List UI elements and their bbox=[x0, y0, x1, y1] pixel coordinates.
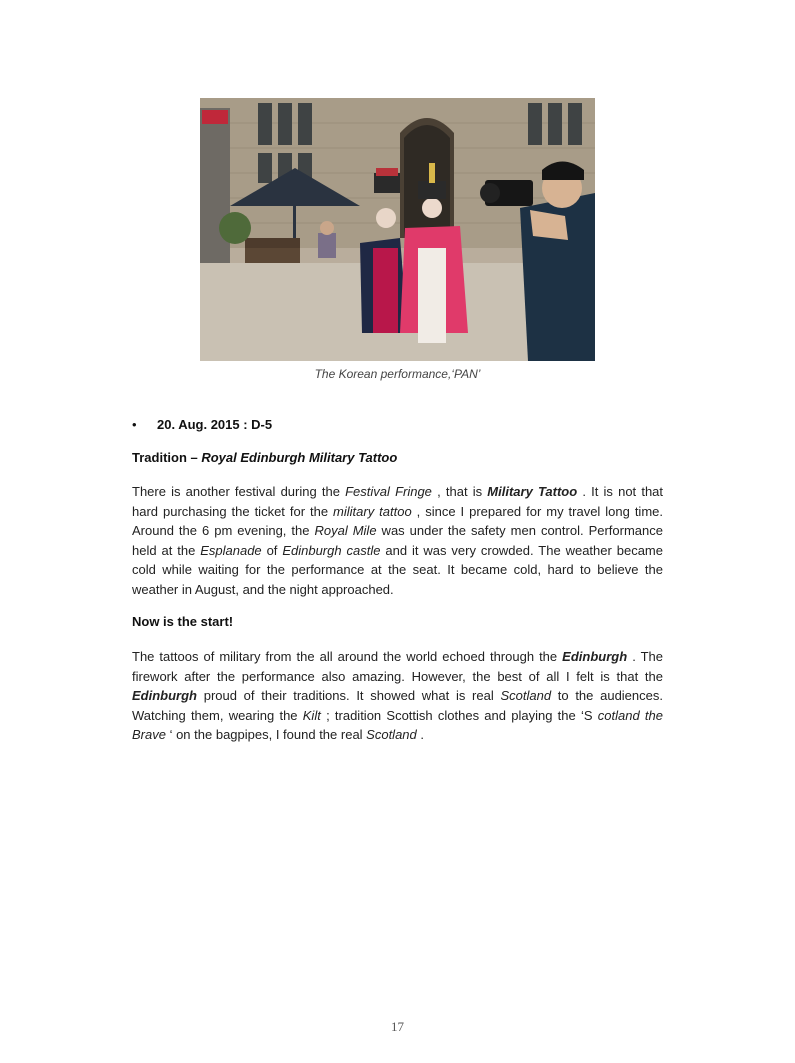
emphasis-esplanade: Esplanade bbox=[200, 542, 262, 558]
text-run: to the audiences. Watching them, wearing the bbox=[132, 688, 663, 723]
text-run: and it was very crowded. The weather became cold while waiting for the performance at the seat. It became cold, hard to believe the weather in August, and the night approached. bbox=[132, 542, 663, 597]
text-run: ; tradition Scottish clothes and playing the ‘S bbox=[320, 707, 598, 723]
page-number: 17 bbox=[391, 1019, 404, 1034]
emphasis-military-tattoo-lower: military tattoo bbox=[333, 503, 412, 519]
text-run: . It is not that hard purchasing the ticket for the bbox=[132, 484, 664, 519]
emphasis-kilt: Kilt bbox=[302, 707, 321, 723]
emphasis-military-tattoo: Military Tattoo bbox=[487, 484, 578, 499]
emphasis-scotland-the-brave: cotland the Brave bbox=[132, 707, 663, 742]
text-run: ‘ on the bagpipes, I found the real bbox=[165, 727, 367, 742]
emphasis-royal-mile: Royal Mile bbox=[314, 523, 377, 538]
section-heading-start: Now is the start! bbox=[132, 614, 234, 629]
date-heading: 20. Aug. 2015 : D-5 bbox=[157, 417, 273, 432]
text-run: , since I prepared for my travel long time. Around the 6 pm evening, the bbox=[132, 503, 663, 538]
text-run: . The firework after the performance also amazing. However, the best of all I felt is that the bbox=[132, 649, 663, 684]
text-run: The tattoos of military from the all around the world echoed through the bbox=[132, 649, 563, 664]
photo-caption: The Korean performance,‘PAN’ bbox=[314, 367, 481, 381]
text-run: proud of their traditions. It showed what is real bbox=[197, 688, 501, 703]
text-run: , that is bbox=[431, 484, 488, 499]
text-run: There is another festival during the bbox=[132, 484, 346, 499]
emphasis-scotland: Scotland bbox=[366, 727, 417, 742]
emphasis-edinburgh: Edinburgh bbox=[562, 649, 628, 664]
paragraph-military-tattoo bbox=[132, 482, 663, 599]
text-run: of bbox=[261, 542, 283, 558]
emphasis-festival-fringe: Festival Fringe bbox=[345, 484, 432, 499]
emphasis-scotland: Scotland bbox=[500, 688, 552, 703]
emphasis-edinburgh: Edinburgh bbox=[132, 688, 197, 703]
heading-prefix: Tradition – bbox=[132, 450, 202, 465]
paragraph-edinburgh bbox=[132, 647, 663, 745]
section-heading-tradition bbox=[132, 450, 397, 465]
photo-illustration bbox=[200, 98, 595, 361]
heading-title: Royal Edinburgh Military Tattoo bbox=[201, 450, 398, 465]
korean-performance-photo bbox=[200, 98, 595, 361]
emphasis-edinburgh-castle: Edinburgh castle bbox=[282, 542, 381, 558]
text-run: . bbox=[416, 727, 424, 742]
bullet-icon: • bbox=[132, 417, 137, 432]
date-entry bbox=[132, 417, 272, 432]
text-run: was under the safety men control. Performance held at the bbox=[132, 523, 663, 558]
